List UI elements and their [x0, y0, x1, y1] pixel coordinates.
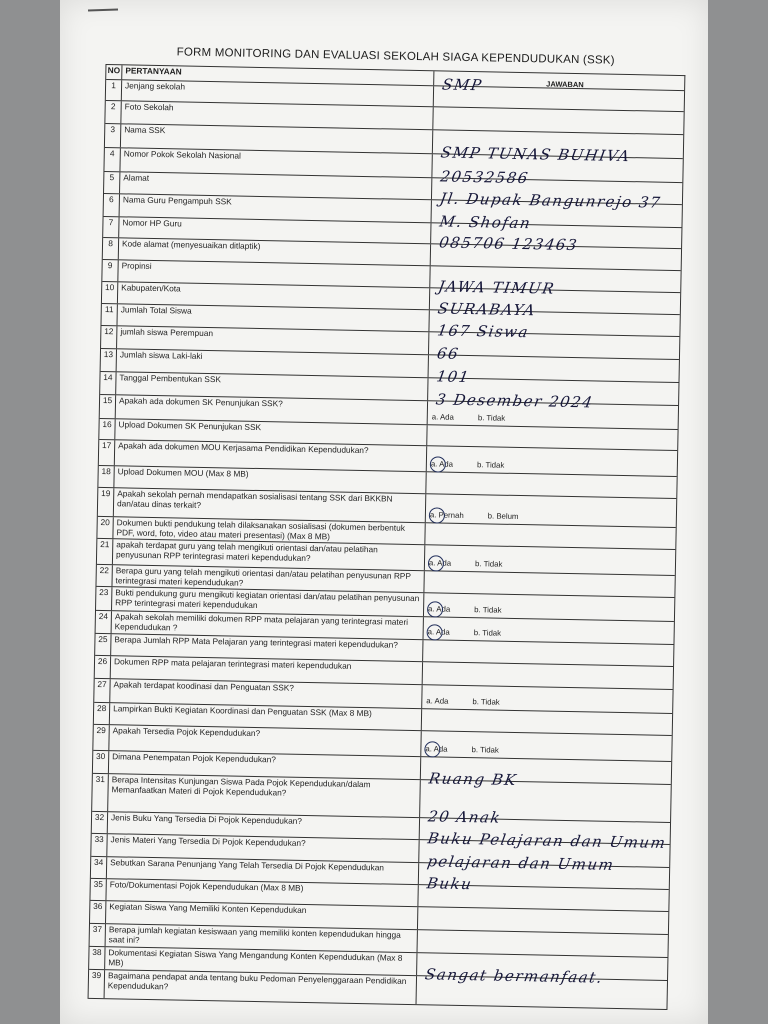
option-a: a. Ada [427, 627, 450, 638]
option-b: b. Tidak [477, 413, 506, 424]
answer-options [429, 559, 527, 570]
handwritten-answer: 66 [435, 344, 461, 363]
handwritten-answer: 101 [435, 367, 472, 387]
answer-options [432, 413, 530, 424]
row-number: 22 [96, 565, 112, 586]
row-number: 25 [95, 634, 111, 655]
header-no: NO [106, 65, 122, 79]
option-a: a. Ada [430, 459, 454, 470]
header-question: PERTANYAAN [122, 65, 434, 85]
option-a: a. Pernah [429, 510, 464, 521]
answer-options [426, 697, 524, 708]
row-number: 13 [101, 349, 117, 371]
question-text: Kabupaten/Kota [118, 282, 430, 309]
option-b: b. Tidak [474, 605, 502, 616]
question-text: Dokumentasi Kegiatan Siswa Yang Mengandung Konten Kependudukan (Max 8 MB) [105, 947, 417, 975]
row-number: 5 [104, 172, 120, 193]
row-number: 11 [101, 304, 117, 325]
row-number: 12 [101, 326, 117, 348]
row-number: 10 [102, 282, 118, 303]
option-a: a. Ada [431, 412, 454, 423]
option-a: a. Ada [428, 558, 452, 569]
question-text: Alamat [120, 172, 432, 199]
answer-cell [421, 731, 671, 761]
handwritten-answer: 167 Siswa [436, 321, 531, 342]
option-a: a. Ada [428, 604, 451, 615]
row-number: 17 [99, 440, 115, 465]
answer-options [425, 745, 523, 756]
question-text: Apakah Tersedia Pojok Kependudukan? [109, 725, 421, 756]
handwritten-answer: 20532586 [439, 167, 531, 188]
option-b: b. Belum [487, 511, 519, 522]
selection-circle [428, 556, 444, 572]
answer-cell [428, 390, 678, 429]
row-number: 19 [98, 488, 115, 516]
selection-circle [427, 602, 443, 618]
answer-cell [426, 494, 676, 527]
answer-options [428, 605, 526, 616]
question-text: Berapa guru yang telah mengikuti orientasi dan/atau pelatihan penyusunan RPP terintegrasi materi kependudukan? [112, 565, 424, 592]
row-number: 7 [103, 217, 119, 237]
row-number: 27 [94, 679, 110, 702]
paper-sheet [60, 0, 708, 1024]
row-number: 3 [105, 124, 121, 147]
question-text: jumlah siswa Perempuan [117, 326, 429, 354]
option-b: b. Tidak [475, 559, 503, 570]
header-answer: JAWABAN [546, 79, 584, 90]
question-text: Kode alamat (menyesuaikan ditlaptik) [119, 238, 431, 265]
row-number: 24 [96, 611, 112, 633]
option-a: a. Ada [426, 696, 449, 707]
question-text: Lampirkan Bukti Kegiatan Koordinasi dan Penguatan SSK (Max 8 MB) [110, 703, 422, 730]
handwritten-answer: SMP [440, 75, 484, 95]
question-text: Tanggal Pembentukan SSK [116, 372, 428, 400]
answer-cell [422, 685, 672, 713]
form-table [88, 64, 686, 1010]
question-text: Kegiatan Siswa Yang Memiliki Konten Kependudukan [106, 901, 418, 929]
row-number: 2 [105, 101, 121, 123]
question-text: Dokumen RPP mata pelajaran terintegrasi materi kependudukan [111, 656, 423, 684]
answer-options [430, 511, 543, 523]
row-number: 29 [93, 725, 109, 750]
row-number: 9 [102, 260, 118, 281]
row-number: 21 [97, 539, 113, 564]
question-text: Berapa jumlah kegiatan kesiswaan yang memiliki konten kependudukan hingga saat ini? [106, 924, 418, 952]
question-text: Nomor Pokok Sekolah Nasional [120, 148, 432, 177]
selection-circle [429, 508, 445, 524]
row-number: 33 [91, 834, 107, 856]
question-text: Apakah sekolah memiliki dokumen RPP mata pelajaran yang terintegrasi materi Kependudukan ? [112, 611, 424, 639]
handwritten-answer: Buku [425, 874, 474, 894]
row-number: 23 [96, 587, 112, 610]
handwritten-answer: Jl. Dupak Bangunrejo 37 [438, 189, 663, 212]
option-b: b. Tidak [471, 745, 499, 756]
question-text: Upload Dokumen MOU (Max 8 MB) [114, 466, 426, 493]
question-text: Foto/Dokumentasi Pojok Kependudukan (Max 8 MB) [106, 879, 418, 906]
handwritten-answer: pelajaran dan Umum [425, 852, 616, 874]
question-text: Bukti pendukung guru mengikuti kegiatan orientasi dan/atau pelatihan penyusunan RPP terintegrasi materi kependudukan [112, 587, 424, 616]
handwritten-answer: 085706 123463 [437, 233, 580, 255]
handwritten-answer: SURABAYA [436, 299, 538, 320]
question-text: Foto Sekolah [121, 101, 433, 129]
handwritten-answer: Ruang BK [427, 769, 519, 790]
answer-cell [425, 545, 675, 575]
table-row [89, 965, 667, 1010]
pencil-mark [88, 8, 118, 11]
option-a: a. Ada [425, 744, 448, 755]
handwritten-answer: M. Shofan [438, 212, 533, 233]
handwritten-answer: Sangat bermanfaat. [423, 965, 605, 987]
row-number: 39 [89, 970, 106, 998]
row-number: 28 [94, 703, 110, 724]
handwritten-answer: 20 Anak [426, 807, 503, 827]
answer-cell [427, 446, 677, 476]
question-text: Jenis Materi Yang Tersedia Di Pojok Kependudukan? [107, 834, 419, 862]
question-text: Jenjang sekolah [122, 80, 434, 106]
question-text: Sebutkan Sarana Penunjang Yang Telah Tersedia Di Pojok Kependudukan [107, 857, 419, 884]
row-number: 35 [90, 879, 106, 900]
question-text: Jenis Buku Yang Tersedia Di Pojok Kependudukan? [108, 812, 420, 839]
row-number: 31 [92, 774, 109, 811]
row-number: 37 [90, 924, 106, 946]
handwritten-answer: Buku Pelajaran dan Umum [426, 829, 668, 852]
row-number: 30 [93, 751, 109, 773]
question-text: Nama Guru Pengampuh SSK [120, 194, 432, 222]
option-b: b. Tidak [476, 460, 505, 471]
row-number: 38 [89, 947, 105, 969]
row-number: 15 [100, 395, 116, 418]
monitoring-form [88, 38, 686, 1010]
row-number: 8 [103, 238, 119, 259]
answer-options [428, 628, 526, 639]
row-number: 4 [104, 148, 120, 171]
row-number: 26 [95, 656, 111, 678]
question-text: Dokumen bukti pendukung telah dilaksanakan sosialisasi (dokumen berbentuk PDF, word, foto, video atau materi presentasi) (Max 8 MB) [113, 517, 425, 544]
question-text: Apakah sekolah pernah mendapatkan sosialisasi tentang SSK dari BKKBN dan/atau dinas terkait? [114, 488, 426, 522]
question-text: Apakah ada dokumen SK Penunjukan SSK? [116, 395, 428, 424]
row-number: 6 [104, 194, 120, 216]
option-b: b. Tidak [473, 628, 502, 639]
option-b: b. Tidak [472, 697, 500, 708]
question-text: Nomor HP Guru [119, 217, 431, 243]
question-text: Dimana Penempatan Pojok Kependudukan? [109, 751, 421, 779]
handwritten-answer: JAWA TIMUR [436, 277, 557, 298]
row-number: 36 [90, 901, 106, 923]
handwritten-answer: 3 Desember 2024 [434, 390, 595, 412]
selection-circle [424, 742, 440, 758]
row-number: 1 [106, 80, 122, 100]
answer-cell [424, 593, 674, 621]
row-number: 16 [99, 419, 115, 439]
question-text: Upload Dokumen SK Penunjukan SSK [115, 419, 427, 445]
question-text: apakah terdapat guru yang telah mengikuti orientasi dan/atau pelatihan penyusunan RPP terintegrasi materi kependudukan? [113, 539, 425, 570]
row-number: 32 [92, 812, 108, 833]
question-text: Bagaimana pendapat anda tentang buku Pedoman Penyelenggaraan Pendidikan Kependudukan? [105, 970, 417, 1004]
selection-circle [430, 457, 446, 473]
question-text: Berapa Intensitas Kunjungan Siswa Pada Pojok Kependudukan/dalam Memanfaatkan Materi di Pojok Kependudukan? [108, 774, 421, 817]
form-title: FORM MONITORING DAN EVALUASI SEKOLAH SIAGA KEPENDUDUKAN (SSK) [176, 46, 615, 67]
answer-cell [417, 965, 667, 1009]
question-text: Jumlah Total Siswa [117, 304, 429, 331]
selection-circle [426, 625, 442, 641]
row-number: 34 [91, 857, 107, 878]
question-text: Apakah ada dokumen MOU Kerjasama Pendidikan Kependudukan? [115, 440, 427, 471]
question-text: Nama SSK [121, 124, 433, 153]
question-text: Jumlah siswa Laki-laki [117, 349, 429, 377]
question-text: Berapa Jumlah RPP Mata Pelajaran yang terintegrasi materi kependudukan? [111, 634, 423, 661]
question-text: Apakah terdapat koodinasi dan Penguatan SSK? [110, 679, 422, 708]
row-number: 20 [97, 517, 113, 538]
row-number: 14 [100, 372, 116, 394]
answer-options [431, 460, 529, 471]
question-text: Propinsi [118, 260, 430, 287]
handwritten-answer: SMP TUNAS BUHIVA [439, 143, 632, 166]
row-number: 18 [98, 466, 114, 487]
